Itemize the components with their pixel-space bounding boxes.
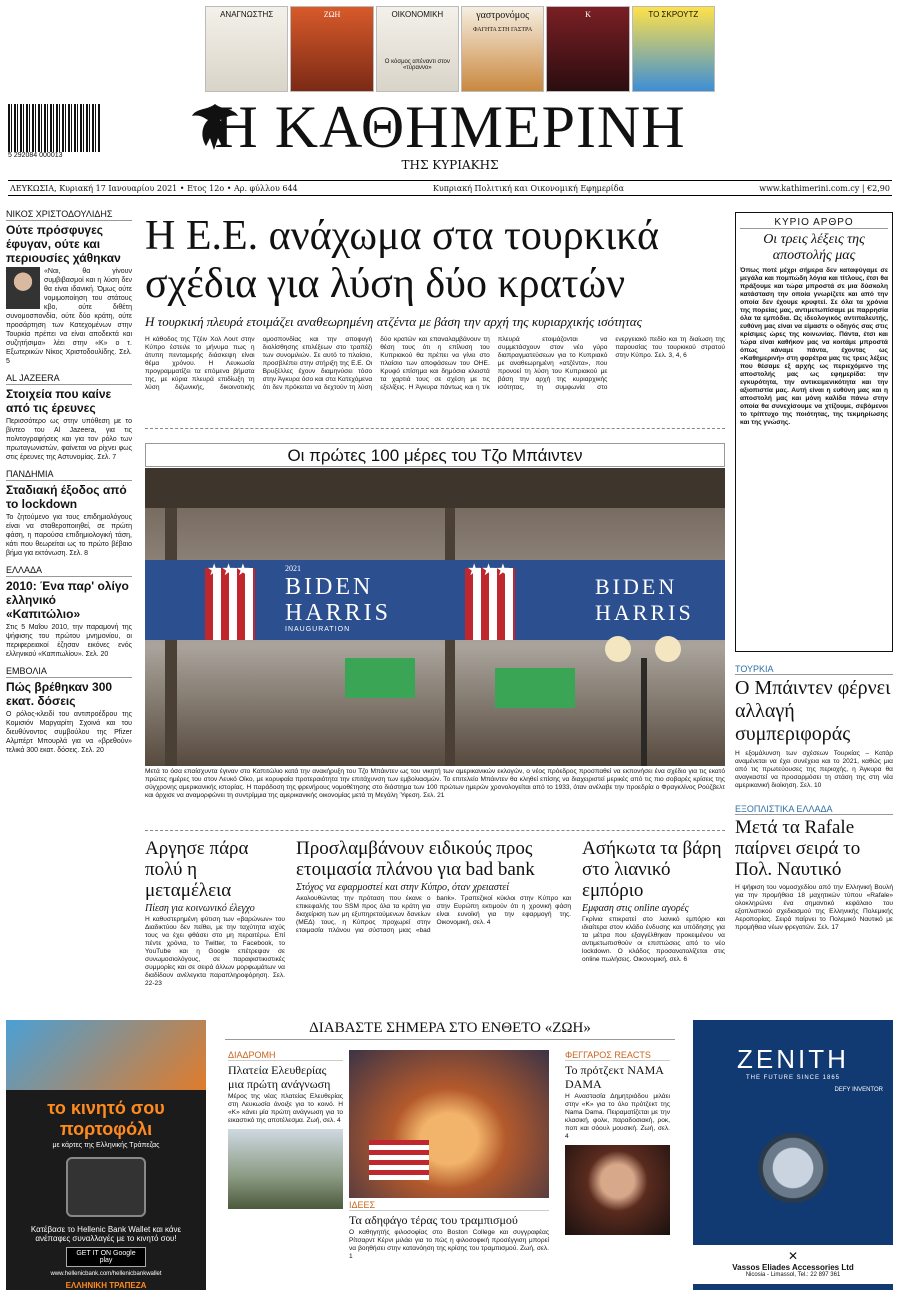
- section-label: ΕΛΛΑΔΑ: [6, 566, 132, 577]
- roof-structure: [145, 468, 725, 508]
- dealer-contact: Nicosia - Limassol, Tel.: 22 897 361: [745, 1272, 841, 1278]
- story-subhead: Εμφαση στις online αγορές: [582, 903, 689, 914]
- left-column: [6, 210, 132, 763]
- ad-tagline: με κάρτες της Ελληνικής Τράπεζας: [52, 1142, 160, 1149]
- ad-brand: ΕΛΛΗΝΙΚΗ ΤΡΑΠΕΖΑ: [65, 1281, 147, 1290]
- masthead-title[interactable]: Η ΚΑΘΗΜΕΡΙΝΗ: [214, 94, 686, 160]
- lead-headline[interactable]: Η Ε.Ε. ανάχωμα στα τουρκικά σχέδια για λύση δύο κρατών: [145, 213, 659, 307]
- left-story[interactable]: [6, 566, 132, 659]
- story-text: Περισσότερο ως στην υπόθεση με το βίντεο του Al Jazeera, για τις πολιτογραφήσεις και για τον ρόλο των πρωταγωνιστών, φαίνεται να ρίχνει φως στις έρευνες της Αστυνομίας. Σελ. 7: [6, 418, 132, 461]
- zoi-item-ideas[interactable]: [349, 1050, 549, 1261]
- editorial-headline: Οι τρεις λέξεις της αποστολής μας: [763, 232, 865, 263]
- ad-model: DEFY INVENTOR: [834, 1087, 883, 1093]
- editorial-text: Όπως ποτέ μέχρι σήμερα δεν καταφύγαμε σε μεγάλα και πομπώδη λόγια και τίτλους, έτσι θα πράξουμε και τώρα μπροστά σε μια δύσκολη κατάσταση την οποία γνωρίζετε και από την οποία δεν έχουμε κρυφτεί. Σε όλα τα χρόνια της πορείας μας, αντιμετωπίσαμε με παρρησία όλα τα εμπόδια. Ως ιδεολογικός αντιπαλευτής, ευθύνη μας είναι να είμαστε ο οδηγός σας στις κρίσιμες ώρες της κοινωνίας. Πάντα, έτσι και τώρα είναι καθήκον μας να κοιτάμε μπροστά όπως κάναμε πάντα, έχοντας ως «Καθημερινή» στη φαρέτρα μας τις τρεις λέξεις που θέσαμε εξ αρχής ως περιεχόμενο της αποστολής μας ως εφημερίδα: την εγκυρότητα, την αντικειμενικότητα και την αξιοπιστία μας. Αυτή είναι η ευθύνη μας και η αποστολή μας και μόνη καλίδα πάνω στην οποία θα συνεχίσουμε να χτίζουμε, σεβόμενοι το τρίπτυχο της ποιότητας, της τεκμηρίωσης και της γνώσης.: [740, 267, 888, 426]
- banner-inauguration: INAUGURATION: [285, 626, 351, 633]
- right-column: [735, 212, 893, 932]
- story-headline: Το πρότζεκτ NAMA DAMA: [565, 1063, 664, 1091]
- story-text: Η ψήφιση του νομοσχεδίου από την Ελληνική Βουλή για την προμήθεια 18 μαχητικών τύπου «Rafale» ολοκληρώνει ένα σημαντικό κεφάλαιο του εξοπλιστικού σχεδιασμού της Ελληνικής Πολεμικής Αεροπορίας. Σειρά παίρνει το Πολεμικό Ναυτικό με προμήθεια νέων φρεγατών. Σελ. 17: [735, 884, 893, 931]
- story-text: Ο ρόλος-κλειδί του αντιπροέδρου της Κομισιόν Μαργαρίτη Σχοινά και του διευθύνοντος συμβούλου της Pfizer Αλμπέρτ Μπουρλά για να «βρεθούν» τελικά 300 εκατ. δόσεις. Σελ. 20: [6, 711, 132, 754]
- section-label: ΔΙΑΔΡΟΜΗ: [228, 1050, 343, 1061]
- lift-basket: [345, 658, 415, 698]
- banner-harris: HARRIS: [285, 600, 392, 626]
- story-subhead: Πίεση για κοινωνικό έλεγχο: [145, 903, 255, 914]
- dateline-right[interactable]: www.kathimerini.com.cy | €2,90: [759, 183, 890, 193]
- story-headline: Προσλαμβάνουν ειδικούς προς ετοιμασία πλάνου για bad bank: [296, 838, 535, 880]
- story-headline: 2010: Ένα παρ' ολίγο ελληνικό «Καπιτώλιο»: [6, 579, 129, 621]
- lamp-globe: [605, 636, 631, 662]
- capitol-photo: [349, 1050, 549, 1198]
- stars-icon: ★★★: [207, 560, 251, 579]
- story-bad-bank[interactable]: [296, 838, 571, 935]
- story-moderation[interactable]: [145, 838, 285, 988]
- supplement-k[interactable]: Κ: [546, 6, 629, 92]
- story-text: Η Αναστασία Δημητριάδου μιλάει στην «Κ» για το όλο πρότζεκτ της Nama Dama. Πειραματίζεται με την κλασική, φολκ, παραδοσιακή, ροκ, ποπ και σόουλ μουσική. Ζωή, σελ. 4: [565, 1093, 670, 1140]
- story-headline: Ούτε πρόσφυγες έφυγαν, ούτε και περιουσίες χάθηκαν: [6, 223, 121, 265]
- section-label: ΕΞΟΠΛΙΣΤΙΚΑ ΕΛΛΑΔΑ: [735, 804, 893, 815]
- section-label: ΠΑΝΔΗΜΙΑ: [6, 470, 132, 481]
- flag-stripes: [369, 1140, 429, 1180]
- banner-year: 2021: [285, 564, 301, 573]
- lead-body: Η κάθοδος της Τζέιν Χολ Λουτ στην Κύπρο έστειλε το μήνυμα πως η άτυπη πενταμερής διάσκεψη είναι θέμα χρόνου. Η Λευκωσία προγραμματίζει τα επόμενα βήματα της, με κύρια πλευρά επιδίωξη τη λύση διζωνικής, δικοινοτικής ομοσπονδίας και την αποφυγή διολίσθησης επιλέξεων στο τραπέζι των συνομιλιών. Σε αυτό το πλαίσιο, προσβλέπει στην στήριξη της Ε.Ε. Οι Βρυξέλλες έχουν διαμηνύσει τόσο στην Άγκυρα όσο και στα Κατεχόμενα ότι δεν πρόκειται να δεχτούν τη λύση δύο κρατών και επαναλαμβάνουν τη θέση τους ότι η επίλυση του Κυπριακού θα πρέπει να γίνει στο πλαίσιο των αποφάσεων του ΟΗΕ. Κρυφό επίσημα και δημόσια κλειστά τα χαρτιά τους σε σχέση με τις εξελίξεις. Η Άγκυρα πάντως και η τ/κ πλευρά ετοιμάζονται να συμμετάσχουν στον νέο γύρο διαπραγματεύσεων για το Κυπριακό με αναθεωρημένη «ατζέντα», που προνοεί τη λύση του Κυπριακού με βάση την αρχή της κυριαρχικής ισότητας, τη συμφωνία στο ενεργειακό πεδίο και τη διαίωση της παρουσίας του τουρκικού στρατού στην Κύπρο. Σελ. 3, 4, 6: [145, 336, 725, 391]
- dealer-name: Vassos Eliades Accessories Ltd: [732, 1263, 854, 1272]
- banner-biden-2: BIDEN: [595, 574, 678, 599]
- dateline-center: Κυπριακή Πολιτική και Οικονομική Εφημερίδα: [432, 183, 625, 193]
- supplement-anagnostis[interactable]: ΑΝΑΓΝΩΣΤΗΣ: [205, 6, 288, 92]
- story-text: «Ναι, θα γίνουν συμβιβασμοί και η λύση δεν θα είναι ιδανική. Όμως ούτε νομιμοποίηση του στάτους κβο, ούτε διθέτη συνομοσπονδία, ούτε δύο κράτη, ούτε προσάρτηση των Κατεχομένων στην Τουρκία πρέπει να είναι αποδεκτά και συζητήσιμα» λέει στην «Κ» ο τ. Εξωτερικών Νίκος Χριστοδουλίδης. Σελ. 5: [6, 268, 132, 365]
- story-text: Η εξομάλυνση των σχέσεων Τουρκίας – Κατάρ αναμένεται να έχει συνέχεια και το 2021, καθώς μια από τις πρωτεύουσες της περιοχής, η Άγκυρα θα αναγκαστεί να προσαρμόσει τη στάση της στη νέα αμερικανική διοίκηση. Σελ. 10: [735, 750, 893, 789]
- banner-biden: BIDEN: [285, 574, 374, 600]
- dealer-logo-icon: ✕: [787, 1249, 799, 1263]
- story-headline: Ασήκωτα τα βάρη στο λιανικό εμπόριο: [582, 838, 722, 901]
- banner-harris-2: HARRIS: [595, 600, 694, 625]
- story-text: Ακολουθώντας την πρόταση που έκανε ο επικεφαλής του SSM προς όλα τα κράτη για διαχείριση των μη εξυπηρετούμενων δανείων (ΜΕΔ) τους, η Κύπρος προχωρεί στην ετοιμασία πλάνου για σύσταση μιας «bad bank». Τραπεζικοί κύκλοι στην Κύπρο και στην Ευρώπη εκτιμούν ότι η χρονική φάση είναι ευνοϊκή για την εφαρμογή της. Οικονομική, σελ. 4: [296, 895, 571, 934]
- editorial-section: ΚΥΡΙΟ ΑΡΘΡΟ: [740, 217, 888, 229]
- supplement-oikonomiki[interactable]: ΟΙΚΟΝΟΜΙΚΗ Ο κόσμος απέναντι στον «τύραννο»: [376, 6, 459, 92]
- supplement-zoi[interactable]: ΖΩΗ: [290, 6, 373, 92]
- story-headline: Ο Μπάιντεν φέρνει αλλαγή συμπεριφοράς: [735, 677, 891, 745]
- story-text: Γκρίνια επικρατεί στο λιανικό εμπόριο και ιδιαίτερα στον κλάδο ένδυσης και υπόδησης για τα μέτρα που εξαγγέλθηκαν προκειμένου να αντιμετωπισθούν οι επιπτώσεις από το νέο lockdown. Ο κλάδος προσανατολίζεται στις online πωλήσεις. Οικονομική, σελ. 6: [582, 916, 725, 963]
- hellenic-bank-ad[interactable]: [6, 1020, 206, 1290]
- phone-icon: [66, 1157, 146, 1217]
- divider: [145, 830, 725, 831]
- section-label: ΝΙΚΟΣ ΧΡΙΣΤΟΔΟΥΛΙΔΗΣ: [6, 210, 132, 221]
- supplement-skroutz[interactable]: ΤΟ ΣΚΡΟΥΤΖ: [632, 6, 715, 92]
- left-story[interactable]: [6, 210, 132, 366]
- dateline-left: ΛΕΥΚΩΣΙΑ, Κυριακή 17 Ιανουαρίου 2021 • Ετος 12ο • Αρ. φύλλου 644: [10, 183, 298, 193]
- story-text: Μέρος της νέας πλατείας Ελευθερίας στη Λευκωσία άνοιξε για το κοινό. Η «Κ» κάνει μία πρώτη ανάγνωση για το εικαστικό της αποτέλεσμα. Ζωή, σελ. 4: [228, 1093, 343, 1124]
- editorial-box[interactable]: [735, 212, 893, 652]
- zoi-item-plateia[interactable]: [228, 1050, 343, 1209]
- section-label: ΤΟΥΡΚΙΑ: [735, 664, 893, 675]
- story-text: Στις 5 Μαΐου 2010, την παραμονή της ψήφισης του πρώτου μνημονίου, οι περιφερειακοί έζησαν εικόνες ενός ελληνικού «Καπιτωλίου». Σελ. 20: [6, 624, 132, 658]
- portrait-photo: [6, 267, 40, 309]
- ad-tagline: THE FUTURE SINCE 1865: [745, 1075, 841, 1081]
- left-story[interactable]: [6, 667, 132, 755]
- left-story[interactable]: [6, 470, 132, 558]
- dateline: [8, 180, 892, 196]
- barcode: [8, 104, 100, 152]
- divider: [145, 428, 725, 429]
- ad-brand: ZENITH: [737, 1044, 849, 1074]
- ad-text: Κατέβασε το Hellenic Bank Wallet και κάνε ανέπαφες συναλλαγές με το κινητό σου!: [30, 1225, 182, 1243]
- lift-basket: [495, 668, 575, 708]
- story-text: Η καθυστερημένη φύτιση των «βαρώνων» του Διαδικτύου δεν πείθει, με την ταχύτητα ισχύς τους να έχει φθάσει στο μη περαιτέρω. Επί πέντε χρόνια, το Twitter, το Facebook, το YouTube και η Google επέτρεψαν σε συνωμοσιολόγους, σε παραφιστικιστικές συμμορίες και σε σειρά άλλων μορφωμάτων να διαδίδουν ανέλεγκτα παραπληροφόρηση. Σελ. 22-23: [145, 916, 285, 987]
- story-headline: Πώς βρέθηκαν 300 εκατ. δόσεις: [6, 680, 113, 708]
- supplement-gastronomos[interactable]: γαστρονόμος ΦΑΓΗΤΑ ΣΤΗ ΓΑΣΤΡΑ: [461, 6, 544, 92]
- story-headline: Στοιχεία που καίνε από τις έρευνες: [6, 387, 112, 415]
- inauguration-banner: [145, 560, 725, 640]
- turkey-story[interactable]: [735, 664, 893, 790]
- cards-image: [6, 1020, 206, 1090]
- story-text: Ο καθηγητής φιλοσοφίας στο Boston College και συγγραφέας Ρίτσαρντ Κέρνι μιλάει για το πώς η φιλοσοφική προσέγγιση μπορεί να βοηθήσει στην κατανόηση της κρίσης του τραμπισμού. Ζωή, σελ. 1: [349, 1229, 549, 1260]
- section-label: ΕΜΒΟΛΙΑ: [6, 667, 132, 678]
- story-headline: Αργησε πάρα πολύ η μεταμέλεια: [145, 838, 249, 901]
- section-label: ΙΔΕΕΣ: [349, 1200, 549, 1211]
- feature-caption: Μετά το όσα επαίσχυντα έγιναν στο Καπιτώλιο κατά την ανακήρυξη του Τζο Μπάιντεν ως του νικητή των αμερικανικών εκλογών, ο νέος πρόεδρος προσπαθεί να εκπονήσει ένα σχέδιο για τις εκατό πρώτες ημέρες του στον Λευκό Οίκο, με κορυφαία προτεραιότητα την επιτάχυνση των εμβολιασμών. Το επιτελείο Μπάιντεν θα κληθεί επίσης να διαχειριστεί μερικές από τις πιο σοβαρές κρίσεις της σύγχρονης αμερικανικής ιστορίας. Η παράδοση της φρενήρους νομοθέτησης στο διάστημα των 100 πρώτων ημερών χρονολογείται από το 1933, όταν ανέλαβε την προεδρία ο Φραγκλίνος Ρούζβελτ και άρχισε να αναμορφώνει τη συντρίμμια της αμερικανικής οικονομίας μετά τη Μεγάλη Ύφεση. Σελ. 21: [145, 768, 725, 799]
- story-headline: Πλατεία Ελευθερίας μια πρώτη ανάγνωση: [228, 1063, 331, 1091]
- story-headline: Τα αδηφάγο τέρας του τραμπισμού: [349, 1213, 518, 1227]
- feature-photo[interactable]: [145, 468, 725, 766]
- story-text: Το ζητούμενο για τους επιδημιολόγους είναι να σταθεροποιηθεί, σε πρώτη φάση, η παρούσα επιδημιολογική τάση, κάτι που θεωρείται ως το πρώτο βέβαιο βήμα για εκτόνωση. Σελ. 8: [6, 514, 132, 557]
- barcode-number: 5 292084 000013: [8, 152, 63, 159]
- watch-icon: [758, 1133, 828, 1203]
- story-subhead: Στόχος να εφαρμοστεί και στην Κύπρο, όταν χρειαστεί: [296, 882, 510, 893]
- feature-headline[interactable]: Οι πρώτες 100 μέρες του Τζο Μπάιντεν: [145, 443, 725, 467]
- story-headline: Μετά τα Rafale παίρνει σειρά το Πολ. Ναυτικό: [735, 817, 861, 880]
- ad-url[interactable]: www.hellenicbank.com/hellenicbankwallet: [50, 1271, 162, 1277]
- masthead-subtitle: ΤΗΣ ΚΥΡΙΑΚΗΣ: [401, 158, 499, 172]
- zoi-item-nama-dama[interactable]: [565, 1050, 670, 1235]
- plateia-photo: [228, 1129, 343, 1209]
- lamp-post: [641, 658, 647, 766]
- story-retail[interactable]: [582, 838, 725, 964]
- defence-story[interactable]: [735, 804, 893, 932]
- supplement-thumbnails: [205, 6, 715, 92]
- lead-subhead: Η τουρκική πλευρά ετοιμάζει αναθεωρημένη ατζέντα με βάση την αρχή της κυριαρχικής ισότητας: [145, 314, 642, 329]
- left-story[interactable]: [6, 374, 132, 462]
- section-label: ΦΕΓΓΑΡΟΣ REACTS: [565, 1050, 670, 1061]
- stars-icon: ★★★: [467, 560, 511, 579]
- section-label: AL JAZEERA: [6, 374, 132, 385]
- zenith-ad[interactable]: [693, 1020, 893, 1290]
- nama-dama-photo: [565, 1145, 670, 1235]
- story-headline: Σταδιακή έξοδος από το lockdown: [6, 483, 127, 511]
- zoi-heading: ΔΙΑΒΑΣΤΕ ΣΗΜΕΡΑ ΣΤΟ ΕΝΘΕΤΟ «ΖΩΗ»: [225, 1020, 675, 1040]
- lamp-globe: [655, 636, 681, 662]
- google-play-button[interactable]: GET IT ON Google play: [66, 1247, 146, 1267]
- ad-title: το κινητό σου πορτοφόλι: [47, 1098, 165, 1139]
